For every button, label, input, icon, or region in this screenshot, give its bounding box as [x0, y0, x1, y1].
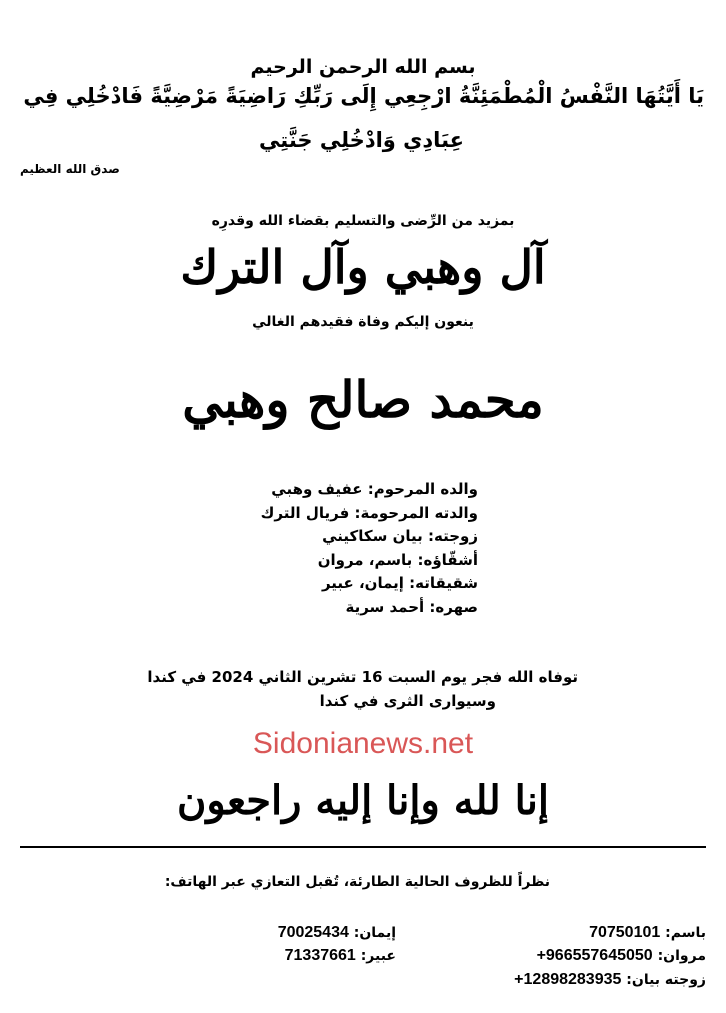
- relative-item: صهره: أحمد سرية: [345, 597, 478, 616]
- closing-phrase: إنا لله وإنا إليه راجعون: [176, 777, 550, 824]
- contact-label: مروان:: [657, 948, 706, 964]
- contact-iman: [278, 924, 396, 942]
- families-heading: آل وهبي وآل الترك: [180, 240, 546, 294]
- relative-item: والدته المرحومة: فريال الترك: [260, 503, 478, 522]
- quran-verse-line-1: يَا أَيَّتُهَا النَّفْسُ الْمُطْمَئِنَّةُ ارْجِعِي إِلَى رَبِّكِ رَاضِيَةً مَرْضِيَّةً فَادْخُلِي فِي: [23, 84, 704, 108]
- phone-number[interactable]: 70025434: [277, 924, 349, 941]
- death-date-line: توفاه الله فجر يوم السبت 16 تشرين الثاني 2024 في كندا: [147, 668, 578, 686]
- basmala: بسم الله الرحمن الرحيم: [250, 56, 476, 78]
- relative-item: أشقّاؤه: باسم، مروان: [317, 550, 478, 569]
- contact-label: عبير:: [360, 948, 396, 964]
- phone-number[interactable]: 70750101: [589, 924, 661, 941]
- phone-number[interactable]: 71337661: [284, 947, 356, 964]
- contact-label: زوجته بيان:: [626, 972, 706, 988]
- quran-verse-line-2: عِبَادِي وَادْخُلِي جَنَّتِي: [259, 128, 464, 152]
- sadaq-allah-text: صدق الله العظيم: [20, 162, 120, 176]
- acceptance-line: بمزيد من الرِّضى والتسليم بقضاء الله وقدرِه: [211, 213, 515, 229]
- contact-marwan: [537, 947, 706, 965]
- divider: [20, 846, 706, 848]
- relative-item: والده المرحوم: عفيف وهبي: [271, 480, 478, 498]
- relative-item: زوجته: بيان سكاكيني: [322, 527, 478, 545]
- contact-wife: [514, 971, 706, 989]
- contact-basim: [589, 924, 706, 942]
- contact-label: إيمان:: [353, 925, 396, 941]
- site-watermark: Sidonianews.net: [252, 727, 474, 760]
- contact-abir: [285, 947, 396, 965]
- condolence-notice: نظراً للظروف الحالية الطارئة، تُقبل التعازي عبر الهاتف:: [164, 874, 550, 890]
- relatives-list: [261, 478, 478, 619]
- phone-number[interactable]: +12898283935: [514, 971, 622, 988]
- contact-label: باسم:: [665, 925, 706, 941]
- mourning-line: ينعون إليكم وفاة فقيدهم الغالي: [252, 314, 474, 330]
- deceased-name: محمد صالح وهبي: [182, 370, 544, 429]
- phone-number[interactable]: +966557645050: [536, 947, 653, 964]
- burial-line: وسيوارى الثرى في كندا: [319, 692, 496, 710]
- relative-item: شقيقاته: إيمان، عبير: [321, 574, 478, 592]
